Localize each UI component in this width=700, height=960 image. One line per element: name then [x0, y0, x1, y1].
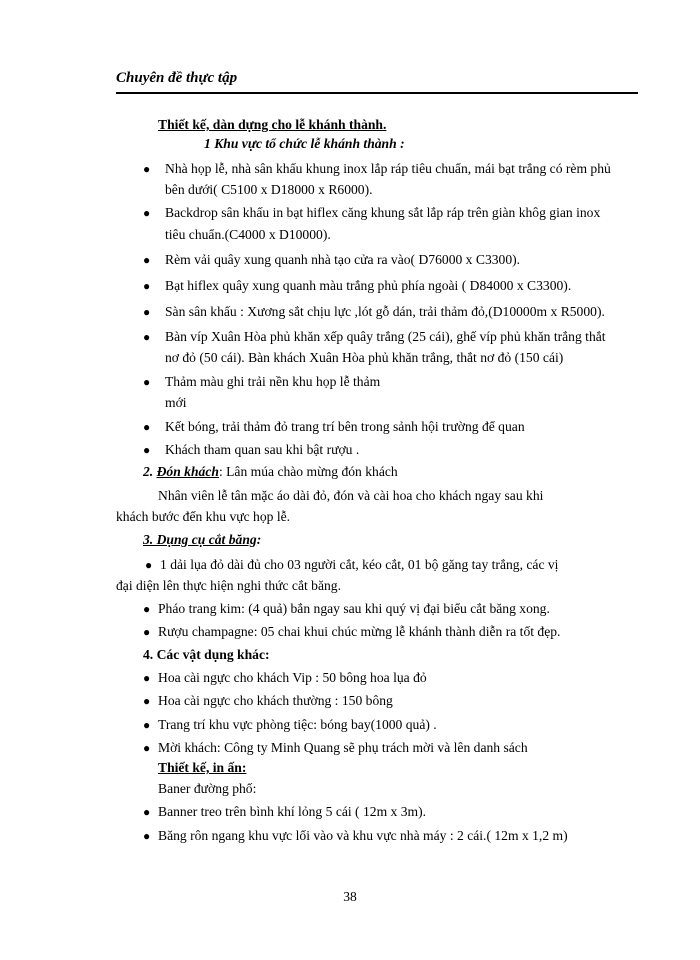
list-item-text: Hoa cài ngực cho khách thường : 150 bông — [158, 693, 393, 708]
section-heading: 3. Dụng cụ cắt băng — [143, 532, 257, 547]
bullet-icon: ● — [143, 375, 151, 389]
list-item-text: nơ đỏ (50 cái). Bàn khách Xuân Hòa phủ khăn trắng, thắt nơ đỏ (150 cái) — [165, 350, 564, 365]
bullet-icon: ● — [143, 625, 151, 639]
list-item-text: tiêu chuẩn.(C4000 x D10000). — [165, 227, 331, 242]
list-item-text: Nhà họp lễ, nhà sân khấu khung inox lắp ráp tiêu chuẩn, mái bạt trắng có rèm phủ — [165, 161, 611, 176]
list-item-text: Bàn víp Xuân Hòa phủ khăn xếp quây trắng (25 cái), ghế víp phủ khăn trắng thắt — [165, 329, 606, 344]
section-heading-other-items: 4. Các vật dụng khác: — [143, 647, 270, 662]
paragraph-line: khách bước đến khu vực họp lễ. — [116, 509, 291, 524]
list-item-text: Băng rôn ngang khu vực lối vào và khu vực nhà máy : 2 cái.( 12m x 1,2 m) — [158, 828, 568, 843]
list-item-text: bên dưới( C5100 x D18000 x R6000). — [165, 182, 373, 197]
bullet-icon: ● — [143, 829, 151, 843]
list-item-text: 1 dải lụa đỏ dài đủ cho 03 người cắt, kéo cắt, 01 bộ găng tay trắng, các vị — [160, 557, 559, 572]
section-heading-design: Thiết kế, dàn dựng cho lễ khánh thành. — [158, 117, 387, 132]
bullet-icon: ● — [143, 279, 151, 293]
bullet-icon: ● — [143, 206, 151, 220]
list-item-text: Backdrop sân khấu in bạt hiflex căng khung sắt lắp ráp trên giàn khôg gian inox — [165, 205, 601, 220]
page-number: 38 — [343, 889, 357, 904]
bullet-icon: ● — [143, 671, 151, 685]
list-item-text: Thảm màu ghi trải nền khu họp lễ thảm — [165, 374, 381, 389]
list-item-text: Khách tham quan sau khi bật rượu . — [165, 442, 360, 457]
bullet-icon: ● — [143, 330, 151, 344]
bullet-icon: ● — [143, 162, 151, 176]
bullet-icon: ● — [143, 305, 151, 319]
bullet-icon: ● — [143, 443, 151, 457]
paragraph-line: Baner đường phố: — [158, 781, 257, 796]
header-rule — [116, 92, 638, 94]
paragraph-line: Nhân viên lễ tân mặc áo dài đỏ, đón và cài hoa cho khách ngay sau khi — [158, 488, 544, 503]
list-item-text: mới — [165, 395, 187, 410]
bullet-icon: ● — [143, 741, 151, 755]
bullet-icon: ● — [143, 694, 151, 708]
section-label: Đón khách — [156, 464, 219, 479]
bullet-icon: ● — [143, 718, 151, 732]
list-item-text: Rượu champagne: 05 chai khui chúc mừng lễ khánh thành diễn ra tốt đẹp. — [158, 624, 561, 639]
bullet-icon: ● — [143, 420, 151, 434]
list-item-text: Mời khách: Công ty Minh Quang sẽ phụ trách mời và lên danh sách — [158, 740, 528, 755]
list-item-text: Kết bóng, trải thảm đỏ trang trí bên trong sảnh hội trường để quan — [165, 419, 525, 434]
section-number: 2. — [143, 464, 154, 479]
list-item-text: Sàn sân khấu : Xương sắt chịu lực ,lót gỗ dán, trải thảm đỏ,(D10000m x R5000). — [165, 304, 605, 319]
list-item-text: đại diện lên thực hiện nghi thức cắt băng. — [116, 578, 341, 593]
bullet-icon: ● — [143, 805, 151, 819]
running-header: Chuyên đề thực tập — [116, 70, 238, 86]
bullet-icon: ● — [145, 558, 153, 572]
section-ribbon-tools: 3. Dụng cụ cắt băng: — [143, 532, 262, 547]
bullet-icon: ● — [143, 602, 151, 616]
section-text: : Lân múa chào mừng đón khách — [218, 464, 398, 479]
list-item-text: Trang trí khu vực phòng tiệc: bóng bay(1000 quả) . — [158, 717, 437, 732]
list-item-text: Hoa cài ngực cho khách Vip : 50 bông hoa lụa đỏ — [158, 670, 427, 685]
section-welcome — [143, 463, 398, 481]
bullet-icon: ● — [143, 253, 151, 267]
list-item-text: Rèm vải quây xung quanh nhà tạo cửa ra vào( D76000 x C3300). — [165, 252, 521, 267]
list-item-text: Banner treo trên bình khí lỏng 5 cái ( 12m x 3m). — [158, 804, 427, 819]
section-heading-printing: Thiết kế, in ấn: — [158, 760, 247, 775]
list-item-text: Pháo trang kim: (4 quả) bắn ngay sau khi quý vị đại biểu cắt băng xong. — [158, 601, 550, 616]
subheading-venue: 1 Khu vực tổ chức lễ khánh thành : — [204, 136, 405, 151]
list-item-text: Bạt hiflex quây xung quanh màu trắng phủ phía ngoài ( D84000 x C3300). — [165, 278, 572, 293]
